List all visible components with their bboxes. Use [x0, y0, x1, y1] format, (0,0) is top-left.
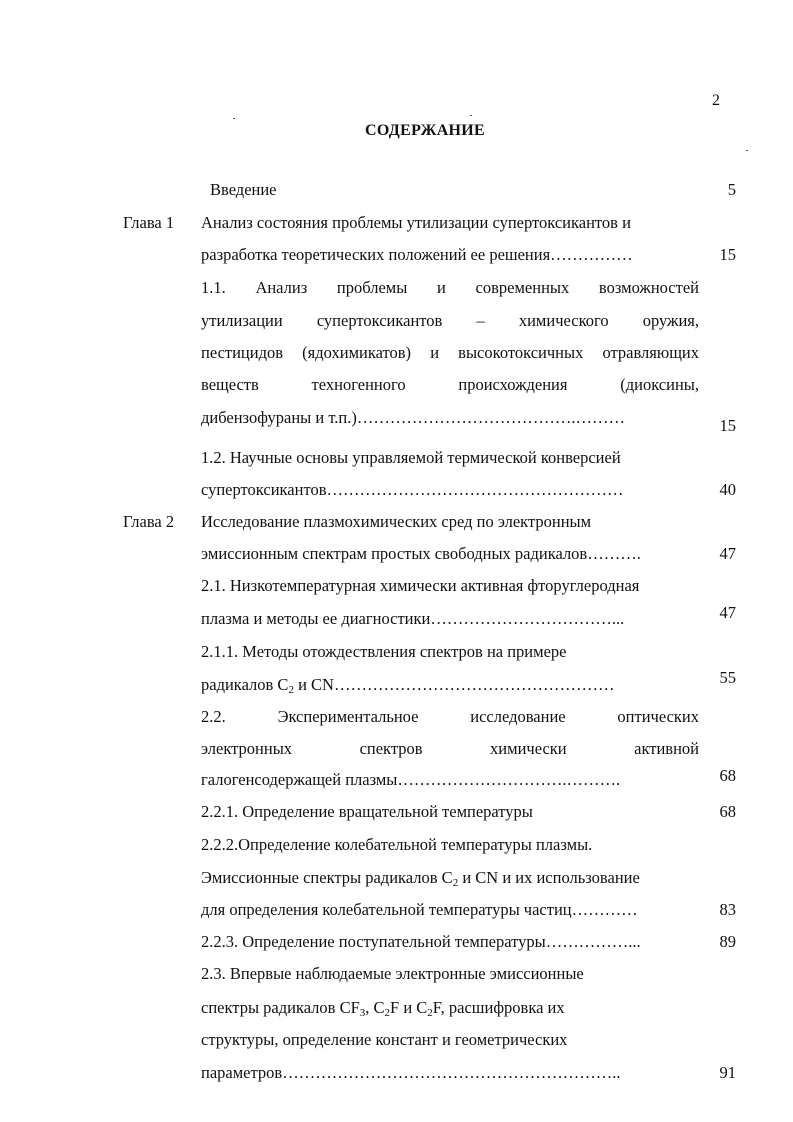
section-2-1-line: плазма и методы ее диагностики……………………………...	[201, 609, 625, 628]
section-2-2-1-line: 2.2.1. Определение вращательной температуры	[201, 802, 533, 821]
section-2-3-page: 91	[719, 1063, 736, 1082]
section-2-3-line: структуры, определение констант и геометрических	[201, 1030, 568, 1049]
chapter-2-label: Глава 2	[123, 512, 175, 531]
chapter-2-title-line: эмиссионным спектрам простых свободных радикалов……….	[201, 544, 641, 563]
section-2-2-line: галогенсодержащей плазмы………………………….……….	[201, 770, 621, 789]
toc-entry-intro: Введение	[210, 180, 277, 199]
chapter-1-page: 15	[719, 245, 736, 264]
section-2-1-1-page: 55	[719, 668, 736, 687]
page-number: 2	[712, 92, 720, 109]
scan-speck	[470, 115, 472, 116]
section-2-3-line: спектры радикалов $CF_3$, $C_2F$ и $C_2F$, расшифровка их	[201, 998, 565, 1019]
section-1-2-line: супертоксикантов………………………………………………	[201, 480, 624, 499]
section-2-2-3-line: 2.2.3. Определение поступательной температуры……………...	[201, 932, 641, 951]
section-1-1-line: веществ техногенного происхождения (диоксины,	[201, 375, 699, 394]
chapter-2-page: 47	[719, 544, 736, 563]
section-2-3-line: 2.3. Впервые наблюдаемые электронные эмиссионные	[201, 964, 584, 983]
section-2-3-line: параметров……………………………………………………..	[201, 1063, 621, 1082]
section-1-2-line: 1.2. Научные основы управляемой термической конверсией	[201, 448, 621, 467]
section-2-1-line: 2.1. Низкотемпературная химически активная фторуглеродная	[201, 576, 640, 595]
section-1-2-page: 40	[719, 480, 736, 499]
section-2-2-line: 2.2. Экспериментальное исследование оптических	[201, 707, 699, 726]
section-2-2-2-line: Эмиссионные спектры радикалов $C_2$ и CN и их использование	[201, 868, 640, 889]
scan-speck	[233, 118, 235, 119]
chapter-2-title-line: Исследование плазмохимических сред по электронным	[201, 512, 592, 531]
section-2-2-2-line: 2.2.2.Определение колебательной температуры плазмы.	[201, 835, 593, 854]
toc-page-intro: 5	[727, 180, 736, 199]
section-2-2-1-page: 68	[719, 802, 736, 821]
section-1-1-line: 1.1. Анализ проблемы и современных возможностей	[201, 278, 699, 297]
section-2-1-page: 47	[719, 603, 736, 622]
section-2-2-2-line: для определения колебательной температуры частиц…………	[201, 900, 638, 919]
page-title: СОДЕРЖАНИЕ	[364, 122, 486, 139]
section-1-1-line: дибензофураны и т.п.)………………………………….………	[201, 408, 625, 427]
section-2-2-line: электронных спектров химически активной	[201, 739, 699, 758]
chapter-1-title-line: разработка теоретических положений ее решения……………	[201, 245, 633, 264]
chapter-1-title-line: Анализ состояния проблемы утилизации супертоксикантов и	[201, 213, 631, 232]
section-2-1-1-line: 2.1.1. Методы отождествления спектров на примере	[201, 642, 567, 661]
section-2-2-page: 68	[719, 766, 736, 785]
scan-speck	[746, 150, 748, 151]
chapter-1-label: Глава 1	[123, 213, 175, 232]
section-1-1-page: 15	[719, 416, 736, 435]
section-2-1-1-line: радикалов $C_2$ и CN……………………………………………	[201, 675, 615, 696]
section-2-2-2-page: 83	[719, 900, 736, 919]
section-2-2-3-page: 89	[719, 932, 736, 951]
section-1-1-line: пестицидов (ядохимикатов) и высокотоксичных отравляющих	[201, 343, 699, 362]
section-1-1-line: утилизации супертоксикантов – химического оружия,	[201, 311, 699, 330]
